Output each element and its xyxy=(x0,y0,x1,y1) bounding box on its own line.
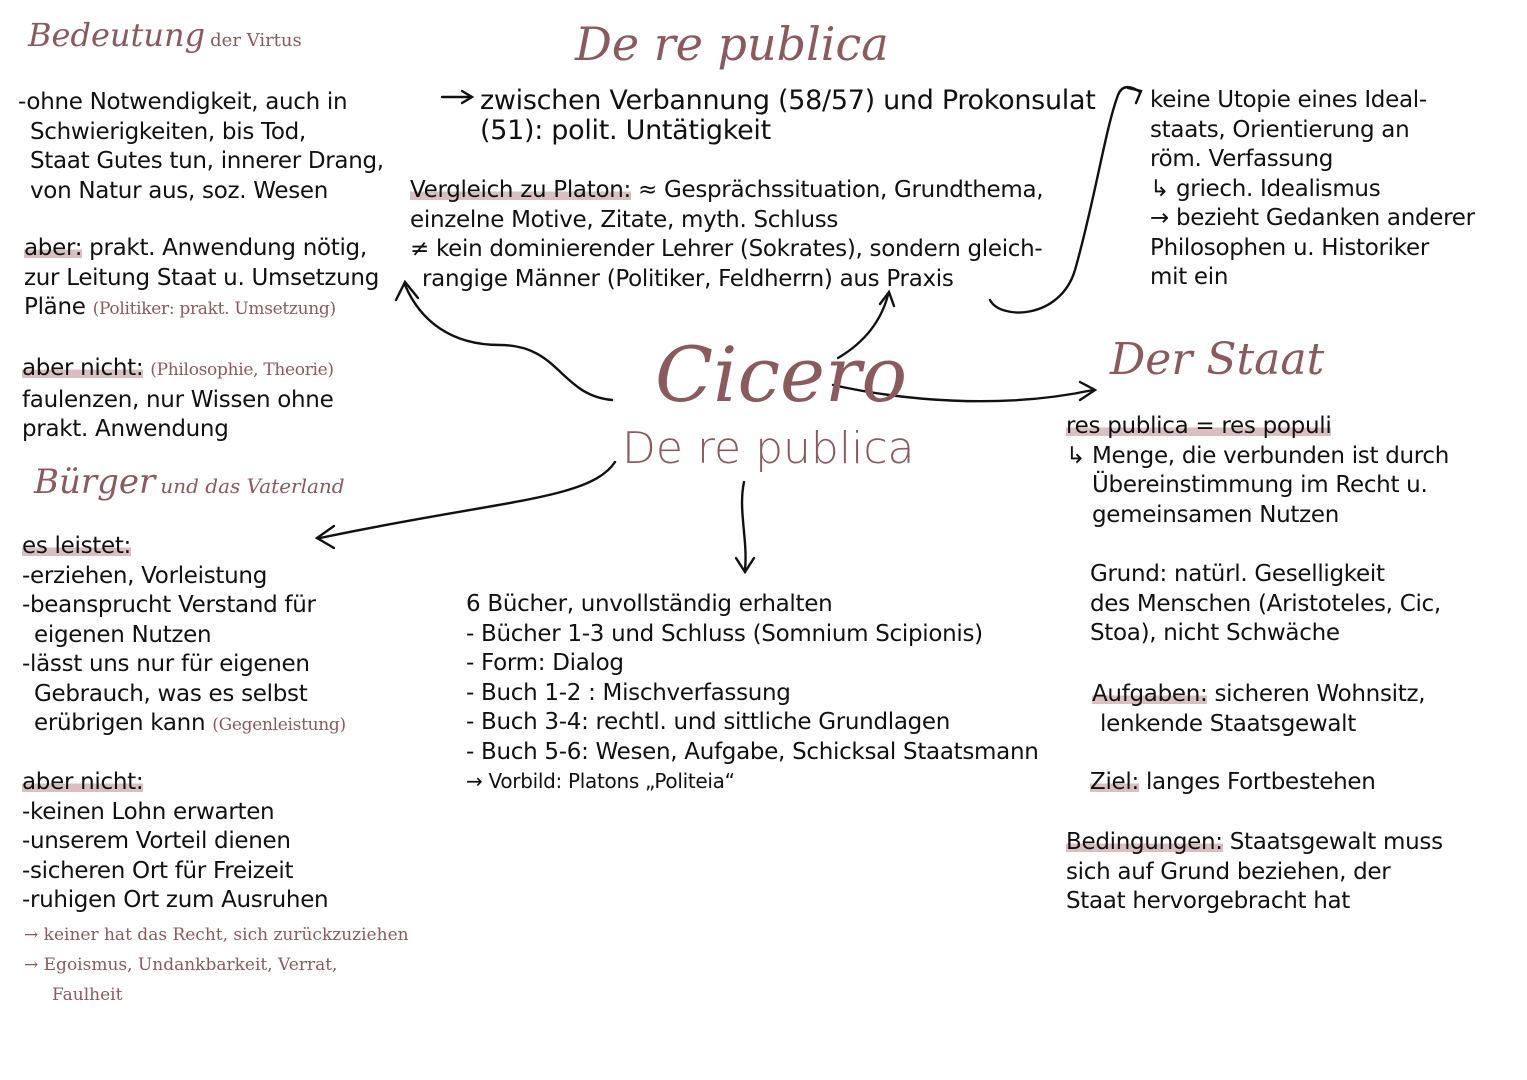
virtus-line: zur Leitung Staat u. Umsetzung xyxy=(24,264,380,291)
buerger-item: -keinen Lohn erwarten xyxy=(22,798,275,825)
books-line: - Bücher 1-3 und Schluss (Somnium Scipionis) xyxy=(466,620,983,647)
staat-line: Stoa), nicht Schwäche xyxy=(1090,620,1340,646)
virtus-line: prakt. Anwendung xyxy=(22,416,229,442)
virtus-line: prakt. Anwendung nötig, xyxy=(89,235,367,261)
staat-grund xyxy=(1090,560,1441,649)
staat-grund-label: Grund: xyxy=(1090,561,1167,587)
topright-block xyxy=(1150,86,1475,293)
buerger-item: -lässt uns nur für eigenen xyxy=(22,651,310,677)
buerger-note: → keiner hat das Recht, sich zurückzuziehen xyxy=(24,925,409,945)
staat-ziel xyxy=(1090,768,1376,798)
books-line: → Vorbild: Platons „Politeia“ xyxy=(466,769,735,793)
staat-ziel-label: Ziel: xyxy=(1090,769,1139,795)
buerger-label: aber nicht: xyxy=(22,769,144,795)
staat-line: Übereinstimmung im Recht u. xyxy=(1092,472,1428,498)
buerger-notes xyxy=(24,920,409,1010)
virtus-heading xyxy=(28,16,302,54)
buerger-aber-nicht xyxy=(22,768,328,916)
staat-line: gemeinsamen Nutzen xyxy=(1092,501,1339,528)
staat-bedingungen xyxy=(1066,828,1443,917)
staat-def-label: res publica = res populi xyxy=(1066,413,1332,439)
arrow-to-buerger xyxy=(320,462,615,538)
compare-line: rangige Männer (Politiker, Feldherrn) aus Praxis xyxy=(422,265,954,292)
compare-line: ≈ Gesprächssituation, Grundthema, xyxy=(637,177,1044,203)
compare-label: Vergleich zu Platon: xyxy=(410,177,631,203)
topright-line: ↳ griech. Idealismus xyxy=(1150,175,1381,202)
virtus-line: -ohne Notwendigkeit, auch in xyxy=(18,89,348,115)
staat-line: ↳ Menge, die verbunden ist durch xyxy=(1066,442,1450,469)
buerger-note: → Egoismus, Undankbarkeit, Verrat, xyxy=(24,955,338,975)
virtus-line: faulenzen, nur Wissen ohne xyxy=(22,386,334,413)
virtus-heading-small: der Virtus xyxy=(210,30,302,51)
virtus-p1 xyxy=(18,88,384,206)
topright-line: keine Utopie eines Ideal- xyxy=(1150,87,1427,113)
buerger-item: erübrigen kann xyxy=(34,710,206,736)
buerger-heading-main: Bürger xyxy=(34,462,156,502)
books-line: - Buch 5-6: Wesen, Aufgabe, Schicksal Staatsmann xyxy=(466,738,1039,765)
topright-line: staats, Orientierung an xyxy=(1150,116,1410,143)
staat-bed-label: Bedingungen: xyxy=(1066,829,1223,855)
center-subtitle: De re publica xyxy=(622,423,915,474)
top-line: (51): polit. Untätigkeit xyxy=(480,115,771,146)
books-line: - Buch 3-4: rechtl. und sittliche Grundlagen xyxy=(466,709,951,735)
topright-line: Philosophen u. Historiker xyxy=(1150,234,1429,261)
virtus-p2 xyxy=(24,234,379,325)
arrow-to-virtus xyxy=(405,285,612,400)
buerger-item: -sicheren Ort für Freizeit xyxy=(22,857,294,884)
staat-line: sich auf Grund beziehen, der xyxy=(1066,858,1391,885)
staat-line: Staatsgewalt muss xyxy=(1229,829,1443,855)
staat-line: natürl. Geselligkeit xyxy=(1174,561,1385,587)
top-line: zwischen Verbannung (58/57) und Prokonsulat xyxy=(480,85,1096,116)
buerger-label: es leistet: xyxy=(22,533,131,559)
buerger-item: -unserem Vorteil dienen xyxy=(22,828,291,854)
compare-line: einzelne Motive, Zitate, myth. Schluss xyxy=(410,206,839,233)
staat-line: des Menschen (Aristoteles, Cic, xyxy=(1090,590,1441,617)
buerger-note: Faulheit xyxy=(52,985,123,1005)
virtus-line: von Natur aus, soz. Wesen xyxy=(30,177,329,204)
staat-line: Staat hervorgebracht hat xyxy=(1066,888,1350,914)
staat-line: lenkende Staatsgewalt xyxy=(1100,710,1356,737)
buerger-item: Gebrauch, was es selbst xyxy=(34,680,308,707)
virtus-heading-main: Bedeutung xyxy=(28,16,206,54)
arrow-to-books xyxy=(742,482,746,570)
virtus-p3 xyxy=(22,354,334,445)
virtus-note: (Philosophie, Theorie) xyxy=(150,360,334,380)
staat-line: langes Fortbestehen xyxy=(1145,769,1376,795)
books-line: - Buch 1-2 : Mischverfassung xyxy=(466,679,791,706)
books-block xyxy=(466,590,1039,797)
top-heading: De re publica xyxy=(575,17,889,71)
staat-aufgaben-label: Aufgaben: xyxy=(1092,681,1208,707)
virtus-line: Staat Gutes tun, innerer Drang, xyxy=(30,148,384,174)
staat-def xyxy=(1066,412,1449,530)
buerger-item: eigenen Nutzen xyxy=(34,621,212,648)
center-title: Cicero xyxy=(655,330,908,419)
staat-heading: Der Staat xyxy=(1110,334,1325,385)
buerger-leistet xyxy=(22,532,346,741)
virtus-line: Schwierigkeiten, bis Tod, xyxy=(30,118,306,145)
buerger-item: -ruhigen Ort zum Ausruhen xyxy=(22,887,329,913)
staat-line: sicheren Wohnsitz, xyxy=(1214,681,1426,707)
top-context xyxy=(480,86,1095,146)
staat-aufgaben xyxy=(1092,680,1425,739)
books-line: - Form: Dialog xyxy=(466,650,624,676)
topright-line: mit ein xyxy=(1150,264,1229,290)
buerger-item: -beansprucht Verstand für xyxy=(22,592,316,618)
virtus-aber-nicht-label: aber nicht: xyxy=(22,355,144,381)
buerger-heading xyxy=(34,462,345,502)
buerger-note: (Gegenleistung) xyxy=(212,715,346,735)
virtus-aber-label: aber: xyxy=(24,235,83,261)
buerger-heading-small: und das Vaterland xyxy=(160,474,345,498)
topright-line: → bezieht Gedanken anderer xyxy=(1150,205,1475,231)
arrow-to-topright-head xyxy=(1128,88,1141,103)
compare-line: ≠ kein dominierender Lehrer (Sokrates), sondern gleich- xyxy=(410,236,1043,262)
virtus-note: (Politiker: prakt. Umsetzung) xyxy=(92,299,336,319)
topright-line: röm. Verfassung xyxy=(1150,146,1334,172)
compare-block xyxy=(410,176,1043,294)
buerger-item: -erziehen, Vorleistung xyxy=(22,562,268,589)
books-line: 6 Bücher, unvollständig erhalten xyxy=(466,591,833,617)
virtus-line: Pläne xyxy=(24,294,86,320)
